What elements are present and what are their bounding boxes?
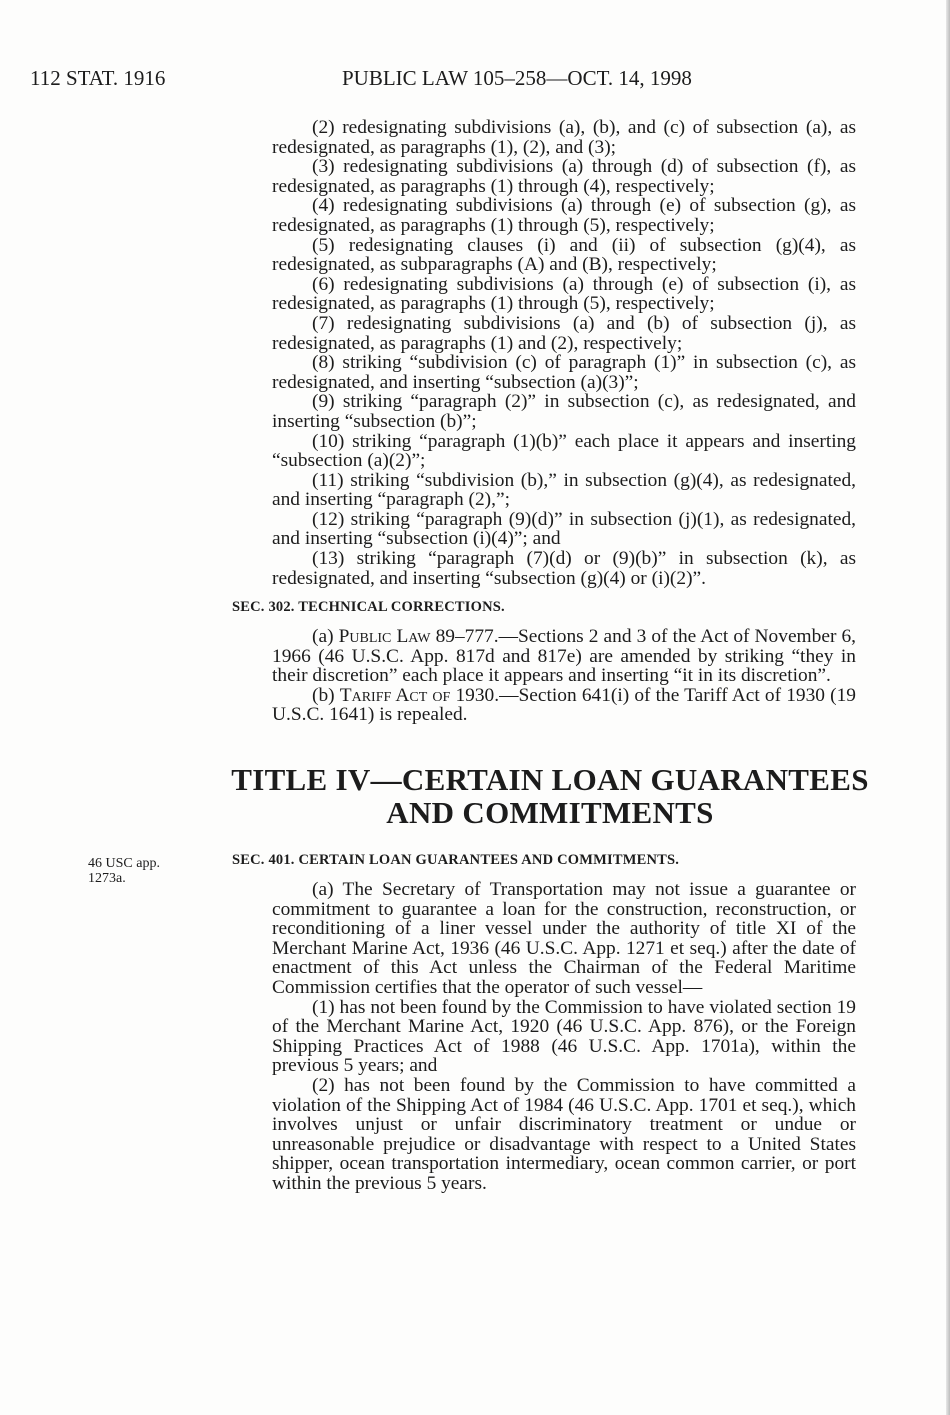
statute-page-number: 112 STAT. 1916 — [30, 66, 166, 90]
public-law-citation: PUBLIC LAW 105–258—OCT. 14, 1998 — [342, 66, 692, 90]
amendment-item: (2) redesignating subdivisions (a), (b), and (c) of subsection (a), as redesignated, as paragraphs (1), (2), and (3); — [272, 117, 856, 158]
section-401-heading: SEC. 401. CERTAIN LOAN GUARANTEES AND COMMITMENTS. — [232, 852, 680, 868]
amendment-item: (12) striking “paragraph (9)(d)” in subsection (j)(1), as redesignated, and inserting “subsection (i)(4)”; and — [272, 508, 856, 550]
subsection-a-text: —Sections 2 and 3 of the Act of November 6, 1966 (46 U.S.C. App. 817d and 817e) are amended by striking “they in their discretion” each place it appears and inserting “it in its discretion”. — [272, 626, 857, 687]
section-302-heading: SEC. 302. TECHNICAL CORRECTIONS. — [232, 599, 505, 615]
amendment-item: (4) redesignating subdivisions (a) through (e) of subsection (g), as redesignated, as paragraphs (1) through (5), respectively; — [272, 195, 856, 236]
subsection-b-label: (b) — [312, 684, 340, 706]
subsection-b-text: —Section 641(i) of the Tariff Act of 1930 (19 U.S.C. 1641) is repealed. — [272, 684, 856, 726]
subsection-a — [272, 627, 856, 686]
amendment-item: (8) striking “subdivision (c) of paragraph (1)” in subsection (c), as redesignated, and inserting “subsection (a)(3)”; — [272, 352, 856, 393]
subsection-b — [272, 686, 856, 725]
running-head — [30, 66, 750, 92]
subsection-a-caption: Public Law 89–777. — [338, 626, 499, 647]
amendment-item: (3) redesignating subdivisions (a) through (d) of subsection (f), as redesignated, as paragraphs (1) through (4), respectively; — [272, 156, 856, 197]
paragraph-2: (2) has not been found by the Commission to have committed a violation of the Shipping Act of 1984 (46 U.S.C. App. 1701 et seq.), which involves unjust or unfair discriminatory treatment or undue or unreasonable prejudice or disadvantage with respect to a United States shipper, ocean transportation intermediary, ocean common carrier, or port within the previous 5 years. — [272, 1074, 856, 1194]
amendment-item: (6) redesignating subdivisions (a) through (e) of subsection (i), as redesignated, as paragraphs (1) through (5), respectively; — [272, 273, 856, 315]
amendment-item: (10) striking “paragraph (1)(b)” each place it appears and inserting “subsection (a)(2)”; — [272, 430, 856, 472]
subsection-b-caption: Tariff Act of 1930. — [339, 684, 500, 706]
amendment-item: (7) redesignating subdivisions (a) and (b) of subsection (j), as redesignated, as paragraphs (1) and (2), respectively; — [272, 312, 856, 354]
margin-citation-line-2: 1273a. — [88, 871, 126, 886]
margin-citation-line-1: 46 USC app. — [88, 856, 160, 871]
subsection-a-label: (a) — [312, 626, 339, 647]
amendment-item: (9) striking “paragraph (2)” in subsection (c), as redesignated, and inserting “subsection (b)”; — [272, 391, 856, 432]
paragraph-1: (1) has not been found by the Commission to have violated section 19 of the Merchant Marine Act, 1920 (46 U.S.C. App. 876), or the Foreign Shipping Practices Act of 1988 (46 U.S.C. App. 1701a), within the previous 5 years; and — [272, 996, 856, 1077]
section-401-body — [272, 880, 856, 1194]
margin-citation — [88, 856, 198, 886]
amendment-list — [272, 118, 856, 588]
amendment-item: (5) redesignating clauses (i) and (ii) of subsection (g)(4), as redesignated, as subparagraphs (A) and (B), respectively; — [272, 234, 856, 276]
section-302-body — [272, 627, 856, 725]
subsection-a: (a) The Secretary of Transportation may not issue a guarantee or commitment to guarantee a loan for the construction, reconstruction, or reconditioning of a liner vessel under the authority of title XI of the Merchant Marine Act, 1936 (46 U.S.C. App. 1271 et seq.) after the date of enactment of this Act unless the Chairman of the Federal Maritime Commission certifies that the operator of such vessel— — [272, 879, 856, 998]
title-heading — [222, 763, 878, 829]
page-edge — [946, 0, 950, 1415]
title-line-1: TITLE IV—CERTAIN LOAN GUARANTEES — [231, 762, 869, 797]
amendment-item: (11) striking “subdivision (b),” in subsection (g)(4), as redesignated, and inserting “paragraph (2),”; — [272, 469, 856, 511]
title-line-2: AND COMMITMENTS — [386, 795, 714, 830]
amendment-item: (13) striking “paragraph (7)(d) or (9)(b)” in subsection (k), as redesignated, and inserting “subsection (g)(4) or (i)(2)”. — [272, 548, 856, 589]
